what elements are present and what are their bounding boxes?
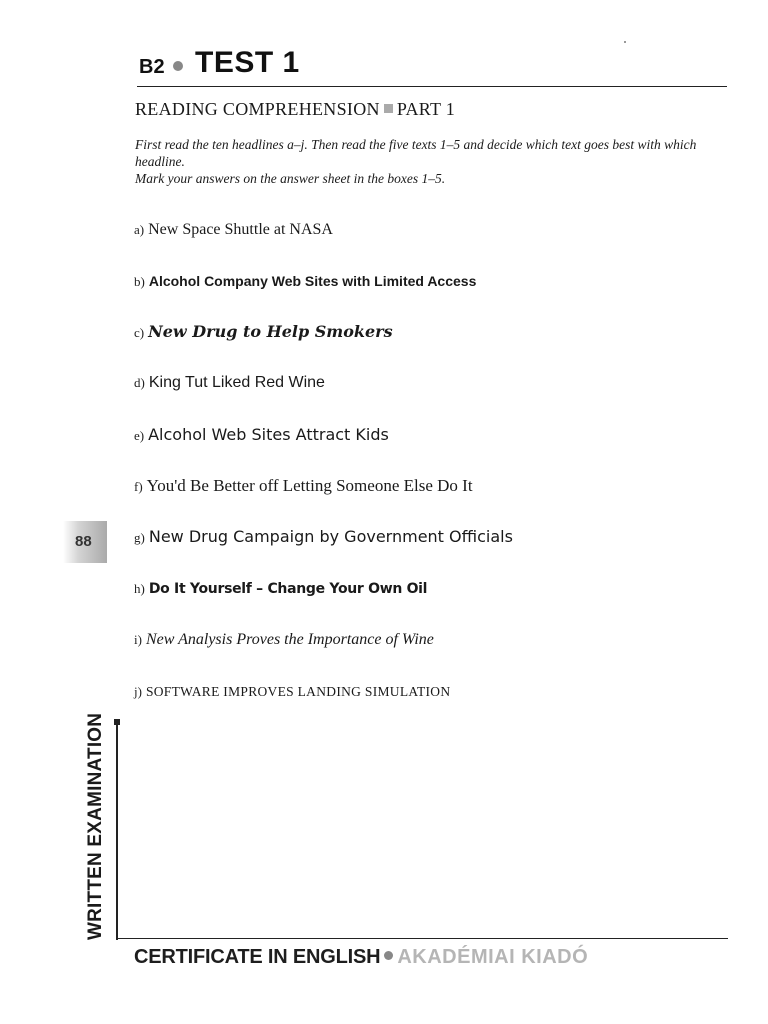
footer-rule	[118, 938, 728, 939]
headline-label: e)	[134, 428, 145, 443]
headline-text: Alcohol Company Web Sites with Limited Access	[148, 273, 477, 289]
headline-text: New Space Shuttle at NASA	[148, 221, 333, 238]
headline-text: Alcohol Web Sites Attract Kids	[148, 425, 389, 444]
headline-text: SOFTWARE IMPROVES LANDING SIMULATION	[145, 684, 451, 699]
footer-publisher: AKADÉMIAI KIADÓ	[397, 946, 589, 968]
instructions	[135, 136, 735, 187]
sidebar-label: WRITTEN EXAMINATION	[85, 712, 106, 940]
page-number-tab	[63, 521, 107, 563]
headline-item	[134, 273, 476, 291]
scan-speck	[624, 41, 626, 43]
headline-label: a)	[134, 222, 145, 237]
headline-text: You'd Be Better off Letting Someone Else Do It	[146, 476, 473, 495]
bullet-icon	[384, 951, 393, 960]
headline-label: d)	[134, 375, 145, 390]
headline-label: j)	[134, 684, 142, 699]
headline-label: b)	[134, 274, 145, 289]
headline-item	[134, 683, 450, 701]
headline-text: New Analysis Proves the Importance of Wine	[145, 631, 434, 648]
bullet-icon	[173, 61, 183, 71]
page-header	[137, 46, 727, 86]
footer-certificate: CERTIFICATE IN ENGLISH	[134, 946, 381, 968]
section-title	[135, 99, 455, 120]
square-icon	[384, 104, 393, 113]
instructions-line-2: Mark your answers on the answer sheet in the boxes 1–5.	[135, 171, 446, 186]
headline-item	[134, 425, 389, 445]
headline-item	[134, 527, 513, 547]
headline-text: New Drug to Help Smokers	[148, 322, 393, 341]
level-label: B2	[139, 56, 165, 78]
headline-item	[134, 322, 393, 342]
headline-item	[134, 221, 333, 239]
page-number: 88	[75, 533, 92, 550]
instructions-line-1: First read the ten headlines a–j. Then read the five texts 1–5 and decide which text goes best with which headline.	[135, 137, 697, 169]
headline-label: f)	[134, 479, 143, 494]
section-part: PART 1	[396, 99, 456, 119]
headline-text: New Drug Campaign by Government Officials	[148, 527, 513, 546]
headline-label: h)	[134, 581, 145, 596]
headline-item	[134, 476, 473, 496]
headline-item	[134, 580, 427, 598]
headline-text: King Tut Liked Red Wine	[148, 374, 325, 391]
headline-text: Do It Yourself – Change Your Own Oil	[148, 581, 428, 597]
sidebar-rule	[116, 722, 118, 940]
headline-item	[134, 374, 325, 392]
test-title: TEST 1	[195, 46, 300, 79]
headline-label: c)	[134, 325, 145, 340]
headline-item	[134, 631, 434, 649]
page-footer	[134, 946, 588, 969]
section-name: READING COMPREHENSION	[135, 99, 380, 119]
headline-label: g)	[134, 530, 145, 545]
header-rule	[137, 86, 727, 87]
headline-label: i)	[134, 632, 142, 647]
